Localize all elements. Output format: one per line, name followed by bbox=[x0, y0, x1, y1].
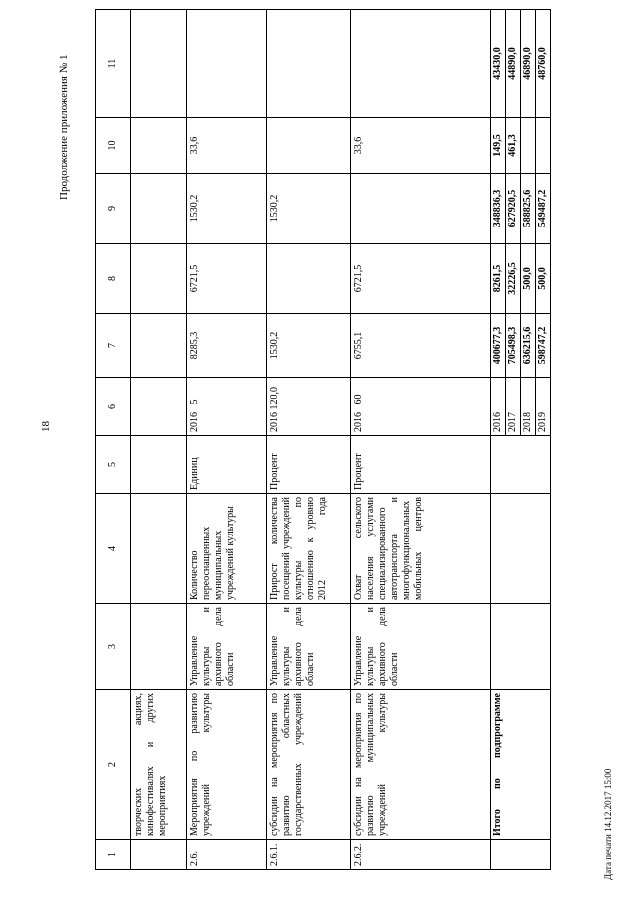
target-value bbox=[131, 378, 187, 436]
totals-year: 2016 bbox=[491, 378, 506, 436]
regional-funding: 1530,2 bbox=[267, 174, 351, 244]
year-and-target bbox=[351, 378, 491, 436]
table-row bbox=[351, 10, 491, 870]
col-header-9: 9 bbox=[96, 174, 131, 244]
measure-name: творческих акциях, кинофестивалях и других мероприятиях bbox=[131, 690, 187, 840]
unit bbox=[131, 436, 187, 494]
regional-funding: 348836,3 bbox=[491, 174, 506, 244]
column-number-row bbox=[96, 10, 131, 870]
col-header-7: 7 bbox=[96, 314, 131, 378]
year: 2016 bbox=[269, 412, 280, 432]
responsible bbox=[131, 604, 187, 690]
target-value: 60 bbox=[353, 394, 364, 405]
regional-funding: 1530,2 bbox=[187, 174, 267, 244]
col-header-8: 8 bbox=[96, 244, 131, 314]
total-funding: 1530,2 bbox=[267, 314, 351, 378]
table-row bbox=[187, 10, 267, 870]
total-funding: 705498,3 bbox=[506, 314, 521, 378]
page-number: 18 bbox=[40, 421, 52, 432]
federal-funding: 6721,5 bbox=[187, 244, 267, 314]
local-funding bbox=[267, 118, 351, 174]
federal-funding bbox=[267, 244, 351, 314]
total-funding: 8285,3 bbox=[187, 314, 267, 378]
col-header-6: 6 bbox=[96, 378, 131, 436]
unit: Процент bbox=[267, 436, 351, 494]
federal-funding bbox=[131, 244, 187, 314]
federal-funding: 6721,5 bbox=[351, 244, 491, 314]
indicator: Прирост количества посещений учреждений культуры по отношению к уровню 2012 года bbox=[267, 494, 351, 604]
responsible: Управление культуры и архивного дела области bbox=[351, 604, 491, 690]
col-header-4: 4 bbox=[96, 494, 131, 604]
col-header-2: 2 bbox=[96, 690, 131, 840]
row-number: 2.6. bbox=[187, 840, 267, 870]
indicator bbox=[491, 494, 551, 604]
totals-label: Итого по подпрограмме bbox=[491, 690, 551, 840]
other-funding: 44890,0 bbox=[506, 10, 521, 118]
total-funding bbox=[131, 314, 187, 378]
total-funding: 598747,2 bbox=[536, 314, 551, 378]
federal-funding: 32226,5 bbox=[506, 244, 521, 314]
local-funding bbox=[131, 118, 187, 174]
unit bbox=[491, 436, 551, 494]
federal-funding: 8261,5 bbox=[491, 244, 506, 314]
year: 2016 bbox=[189, 412, 200, 432]
col-header-5: 5 bbox=[96, 436, 131, 494]
totals-year: 2019 bbox=[536, 378, 551, 436]
col-header-3: 3 bbox=[96, 604, 131, 690]
other-funding bbox=[351, 10, 491, 118]
measure-name: субсидии на мероприятия по развитию муниципальных учреждений культуры bbox=[351, 690, 491, 840]
regional-funding: 588825,6 bbox=[521, 174, 536, 244]
unit: Единиц bbox=[187, 436, 267, 494]
table-row bbox=[131, 10, 187, 870]
col-header-1: 1 bbox=[96, 840, 131, 870]
col-header-10: 10 bbox=[96, 118, 131, 174]
totals-row bbox=[491, 10, 506, 870]
other-funding bbox=[187, 10, 267, 118]
indicator bbox=[131, 494, 187, 604]
target-value: 5 bbox=[189, 399, 200, 405]
regional-funding bbox=[131, 174, 187, 244]
row-number bbox=[131, 840, 187, 870]
measure-name: Мероприятия по развитию учреждений культуры bbox=[187, 690, 267, 840]
local-funding bbox=[521, 118, 536, 174]
other-funding: 43430,0 bbox=[491, 10, 506, 118]
regional-funding: 627920,5 bbox=[506, 174, 521, 244]
responsible bbox=[491, 604, 551, 690]
federal-funding: 500,0 bbox=[521, 244, 536, 314]
totals-year: 2018 bbox=[521, 378, 536, 436]
local-funding: 33,6 bbox=[351, 118, 491, 174]
local-funding: 461,3 bbox=[506, 118, 521, 174]
responsible: Управление культуры и архивного дела области bbox=[187, 604, 267, 690]
other-funding bbox=[267, 10, 351, 118]
year-and-target bbox=[267, 378, 351, 436]
print-date: Дата печати 14.12.2017 15:00 bbox=[603, 768, 613, 880]
year-and-target bbox=[187, 378, 267, 436]
appendix-continuation-note: Продолжение приложения № 1 bbox=[58, 54, 70, 200]
row-number: 2.6.1. bbox=[267, 840, 351, 870]
row-number bbox=[491, 840, 551, 870]
table-row bbox=[267, 10, 351, 870]
total-funding: 6755,1 bbox=[351, 314, 491, 378]
indicator: Количество переоснащенных муниципальных учреждений культуры bbox=[187, 494, 267, 604]
target-value: 120,0 bbox=[269, 387, 280, 410]
col-header-11: 11 bbox=[96, 10, 131, 118]
other-funding: 48760,0 bbox=[536, 10, 551, 118]
local-funding: 33,6 bbox=[187, 118, 267, 174]
other-funding bbox=[131, 10, 187, 118]
regional-funding bbox=[351, 174, 491, 244]
total-funding: 636215,6 bbox=[521, 314, 536, 378]
measure-name: субсидии на мероприятия по развитию областных государственных учреждений bbox=[267, 690, 351, 840]
total-funding: 400677,3 bbox=[491, 314, 506, 378]
local-funding: 149,5 bbox=[491, 118, 506, 174]
unit: Процент bbox=[351, 436, 491, 494]
budget-table bbox=[95, 10, 548, 870]
totals-year: 2017 bbox=[506, 378, 521, 436]
other-funding: 46890,0 bbox=[521, 10, 536, 118]
year: 2016 bbox=[353, 412, 364, 432]
local-funding bbox=[536, 118, 551, 174]
indicator: Охват сельского населения услугами специализированного автотранспорта и многофункциональных мобильных центров bbox=[351, 494, 491, 604]
regional-funding: 549487,2 bbox=[536, 174, 551, 244]
federal-funding: 500,0 bbox=[536, 244, 551, 314]
responsible: Управление культуры и архивного дела области bbox=[267, 604, 351, 690]
row-number: 2.6.2. bbox=[351, 840, 491, 870]
